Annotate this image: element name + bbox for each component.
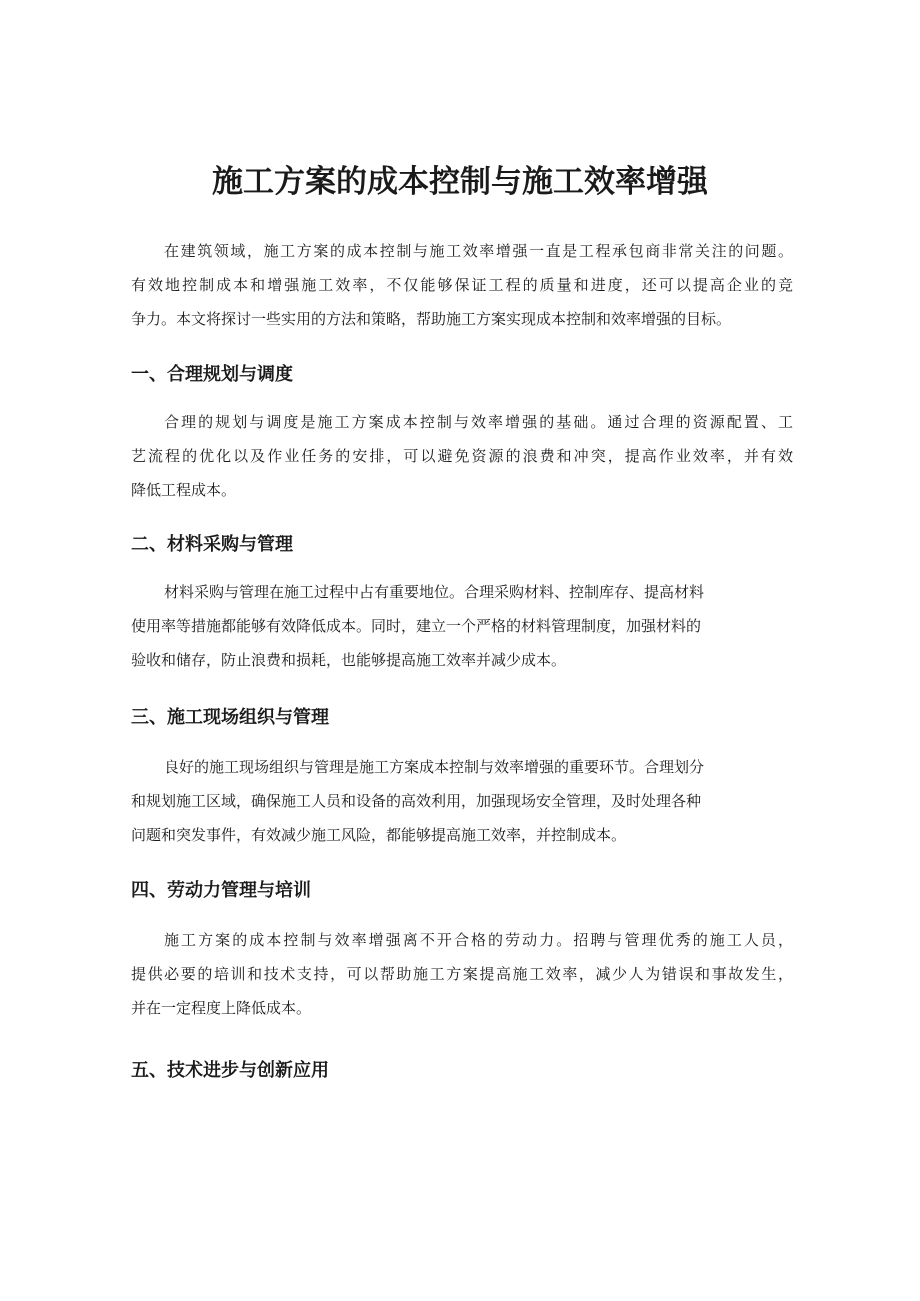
- section-paragraph-1: [131, 405, 793, 507]
- section-paragraph-3: [131, 750, 793, 852]
- section-heading-2: 二、材料采购与管理: [131, 534, 293, 555]
- paragraph-line: 使用率等措施都能够有效降低成本。同时，建立一个严格的材料管理制度，加强材料的: [131, 617, 702, 635]
- section-paragraph-4: [131, 923, 793, 1025]
- intro-line: 在建筑领域，施工方案的成本控制与施工效率增强一直是工程承包商非常关注的问题。: [164, 242, 793, 260]
- paragraph-line: 合理的规划与调度是施工方案成本控制与效率增强的基础。通过合理的资源配置、工: [164, 413, 793, 431]
- section-heading-3: 三、施工现场组织与管理: [131, 707, 329, 728]
- paragraph-line: 良好的施工现场组织与管理是施工方案成本控制与效率增强的重要环节。合理划分: [164, 758, 705, 776]
- section-paragraph-2: [131, 575, 793, 677]
- paragraph-line: 提供必要的培训和技术支持，可以帮助施工方案提高施工效率，减少人为错误和事故发生，: [131, 965, 793, 983]
- paragraph-line: 艺流程的优化以及作业任务的安排，可以避免资源的浪费和冲突，提高作业效率，并有效: [131, 447, 793, 465]
- intro-line: 争力。本文将探讨一些实用的方法和策略，帮助施工方案实现成本控制和效率增强的目标。: [131, 310, 732, 328]
- paragraph-line: 降低工程成本。: [131, 481, 237, 499]
- paragraph-line: 验收和储存，防止浪费和损耗，也能够提高施工效率并减少成本。: [131, 651, 567, 669]
- intro-paragraph: [131, 234, 793, 336]
- section-heading-4: 四、劳动力管理与培训: [131, 880, 311, 901]
- document-title: 施工方案的成本控制与施工效率增强: [212, 164, 708, 200]
- paragraph-line: 和规划施工区域，确保施工人员和设备的高效利用，加强现场安全管理，及时处理各种: [131, 792, 702, 810]
- paragraph-line: 施工方案的成本控制与效率增强离不开合格的劳动力。招聘与管理优秀的施工人员，: [164, 931, 793, 949]
- paragraph-line: 材料采购与管理在施工过程中占有重要地位。合理采购材料、控制库存、提高材料: [164, 583, 705, 601]
- paragraph-line: 问题和突发事件，有效减少施工风险，都能够提高施工效率，并控制成本。: [131, 826, 627, 844]
- section-heading-5: 五、技术进步与创新应用: [131, 1060, 329, 1081]
- section-heading-1: 一、合理规划与调度: [131, 364, 293, 385]
- paragraph-line: 并在一定程度上降低成本。: [131, 999, 312, 1017]
- intro-line: 有效地控制成本和增强施工效率，不仅能够保证工程的质量和进度，还可以提高企业的竞: [131, 276, 793, 294]
